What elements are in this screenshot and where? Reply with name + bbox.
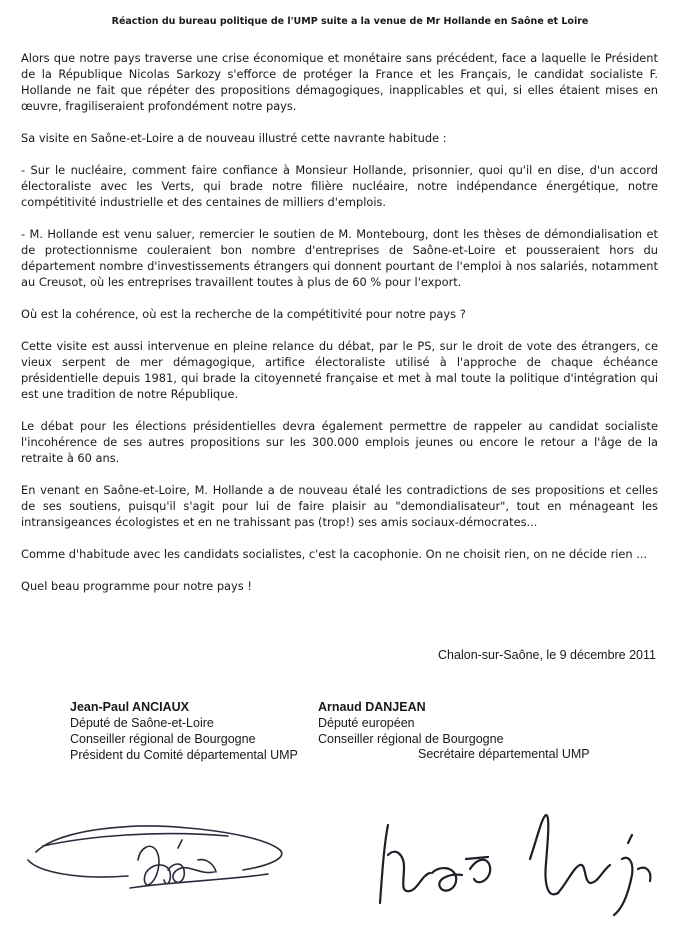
signatory-name: Arnaud DANJEAN <box>318 700 426 714</box>
paragraph-coherence: Où est la cohérence, où est la recherche de la compétitivité pour notre pays ? <box>21 307 466 321</box>
paragraph-contradictions: En venant en Saône-et-Loire, M. Hollande a de nouveau étalé les contradictions de ses propositions et celles de ses soutiens, puisqu'il s'agit pour lui de faire plaisir au "demondialisateur", tout en ménageant les intransigeances écologistes et en ne trahissant pas (trop!) ses amis sociaux-démocrates... <box>21 483 658 529</box>
paragraph-cacophony: Comme d'habitude avec les candidats socialistes, c'est la cacophonie. On ne choisit rien, on ne décide rien ... <box>21 547 648 561</box>
place-date: Chalon-sur-Saône, le 9 décembre 2011 <box>438 648 656 662</box>
signature-anciaux <box>18 800 298 910</box>
signatory-block-anciaux <box>70 699 298 763</box>
paragraph-debate: Le débat pour les élections présidentielles devra également permettre de rappeler au candidat socialiste l'incohérence de ses autres propositions sur les 300.000 emplois jeunes ou encore le retour a l'âge de la retraite à 60 ans. <box>21 419 658 465</box>
paragraph-intro: Alors que notre pays traverse une crise économique et monétaire sans précédent, face a laquelle le Président de la République Nicolas Sarkozy s'efforce de protéger la France et les Français, le candidat socialiste F. Hollande ne fait que répéter des propositions démagogiques, inapplicables et qui, si elles étaient mises en œuvre, fragiliseraient profondément notre pays. <box>21 51 658 113</box>
signature-danjean <box>370 795 690 935</box>
paragraph-conclusion: Quel beau programme pour notre pays ! <box>21 579 252 593</box>
signatory-title: Président du Comité départemental UMP <box>70 748 298 762</box>
document-body <box>21 50 658 610</box>
signatory-title: Secrétaire départemental UMP <box>418 747 590 761</box>
signatory-title: Député de Saône-et-Loire <box>70 716 214 730</box>
paragraph-vote: Cette visite est aussi intervenue en pleine relance du débat, par le PS, sur le droit de vote des étrangers, ce vieux serpent de mer démagogique, artifice électoraliste utilisé à l'approche de chaque échéance présidentielle depuis 1981, qui brade la citoyenneté française et met à mal toute la politique d'intégration qui est une tradition de notre République. <box>21 339 658 401</box>
paragraph-montebourg: - M. Hollande est venu saluer, remercier le soutien de M. Montebourg, dont les thèses de démondialisation et de protectionnisme couleraient bon nombre d'entreprises de Saône-et-Loire et pousseraient hors du département nombre d'investissements étrangers qui donnent pourtant de l'emploi à nos salariés, notamment au Creusot, où les entreprises travaillent toutes à plus de 60 % pour l'export. <box>21 227 658 289</box>
signatory-title: Conseiller régional de Bourgogne <box>318 732 504 746</box>
signatory-name: Jean-Paul ANCIAUX <box>70 700 190 714</box>
signatory-title: Député européen <box>318 716 415 730</box>
signatory-title: Conseiller régional de Bourgogne <box>70 732 256 746</box>
document-title: Réaction du bureau politique de l'UMP suite a la venue de Mr Hollande en Saône et Loire <box>111 16 589 27</box>
paragraph-nuclear: - Sur le nucléaire, comment faire confiance à Monsieur Hollande, prisonnier, quoi qu'il en dise, d'un accord électoraliste avec les Verts, qui brade notre filière nucléaire, notre indépendance énergétique, notre compétitivité industrielle et des centaines de milliers d'emplois. <box>21 163 658 209</box>
signatory-block-danjean <box>318 699 504 747</box>
paragraph-visit: Sa visite en Saône-et-Loire a de nouveau illustré cette navrante habitude : <box>21 131 447 145</box>
